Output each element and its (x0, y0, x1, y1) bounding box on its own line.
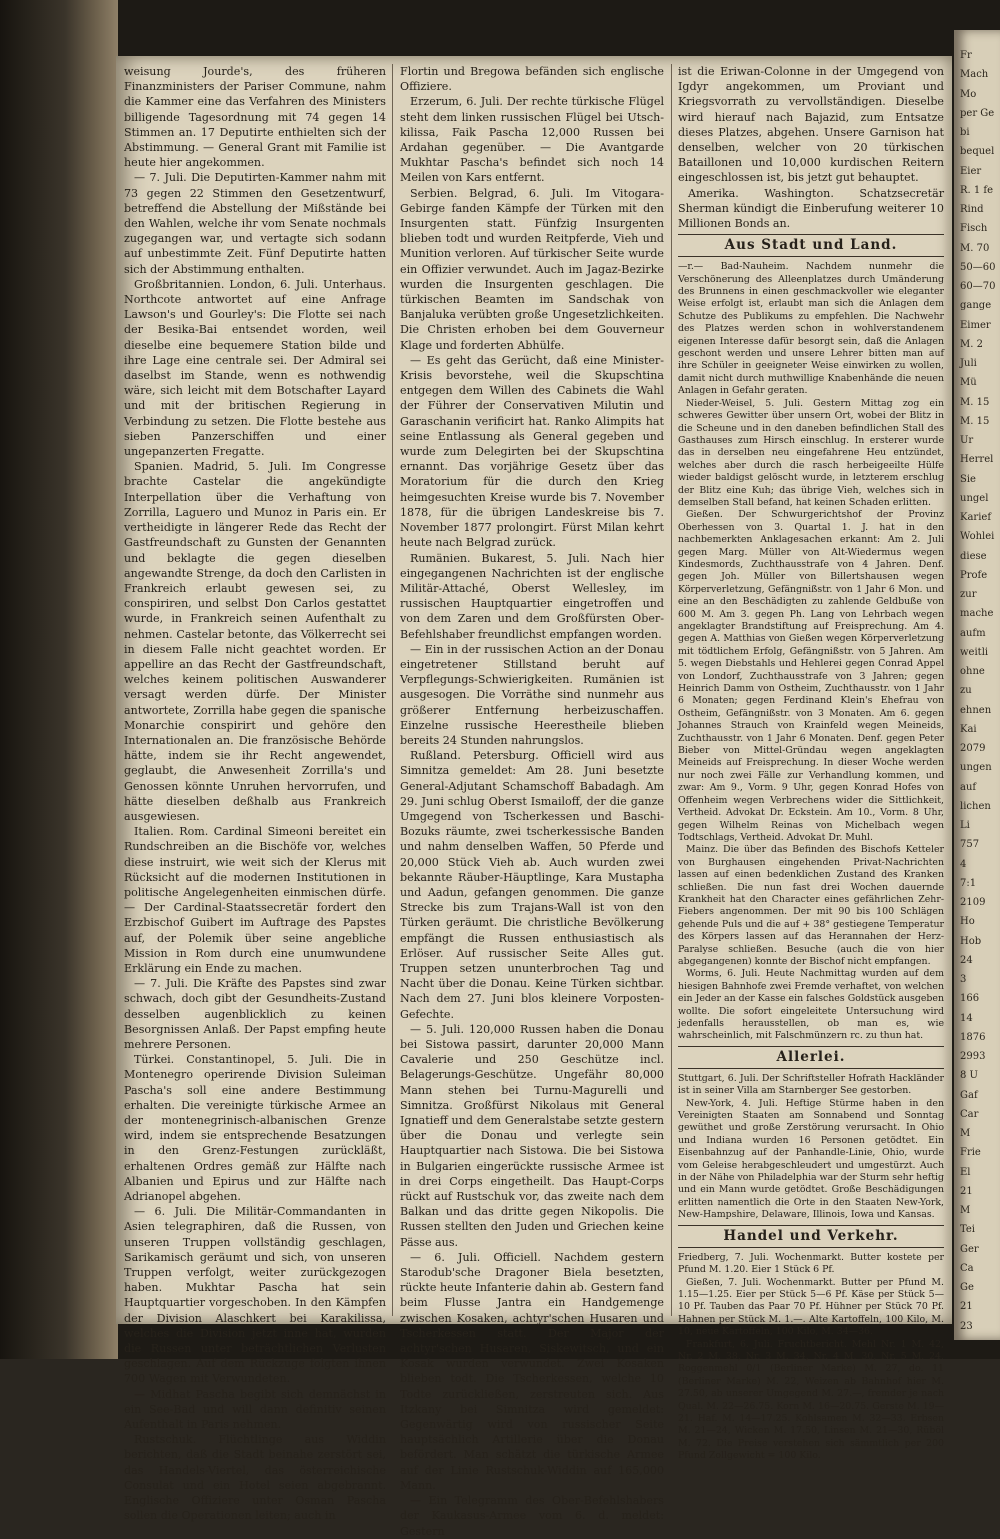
next-page-fragment: Eimer (960, 319, 991, 331)
article-paragraph: Großbritannien. London, 6. Juli. Unterhaus. Northcote antwortet auf eine Anfrage Lawson's und Gourley's: Die Flotte sei nach der Besika-Bai entsendet worden, weil dieselbe eine bequemere Station bilde und ihre Lage eine centrale sei. Der Admiral sei daselbst im Stande, wenn es nothwendig wäre, sich leicht mit dem Botschafter Layard und mit der britischen Regierung in Verbindung zu setzen. Die Flotte bestehe aus sieben Panzerschiffen und einer ungepanzerten Fregatte. (124, 277, 386, 459)
next-page-fragment: aufm (960, 627, 986, 639)
article-paragraph: — Es geht das Gerücht, daß eine Minister-Krisis bevorstehe, weil die Skupschtina entgegen dem Willen des Cabinets die Wahl der Führer der Conservativen Milutin und Garaschanin verificirt hat. Ranko Alimpits hat seine Entlassung als General gegeben und wurde zum Delegirten bei der Skupschtina ernannt. Das vorjährige Gesetz über das Moratorium für die durch den Krieg heimgesuchten Kreise wurde bis 7. November 1878, für die übrigen Landeskreise bis 7. November 1877 prolongirt. Fürst Milan kehrt heute nach Belgrad zurück. (400, 353, 664, 550)
section-heading-trade: Handel und Verkehr. (678, 1225, 944, 1248)
article-paragraph: Spanien. Madrid, 5. Juli. Im Congresse brachte Castelar die angekündigte Interpellation über die Verhaftung von Zorrilla, Laguero und Munoz in Paris ein. Er vertheidigte in längerer Rede das Recht der Gastfreundschaft zu Gunsten der Genannten und beklagte die gegen dieselben angewandte Strenge, da doch den Carlisten in Frankreich erlaubt gewesen sei, zu conspiriren, und selbst Don Carlos gestattet wurde, in Frankreich seinen Aufenthalt zu nehmen. Castelar betonte, das Völkerrecht sei in diesem Falle nicht geachtet worden. Er appellire an das Recht der Gastfreundschaft, welches keinem politischen Auswanderer versagt werden dürfe. Der Minister antwortete, Zorrilla habe gegen die spanische Monarchie conspirirt und gehöre den Internationalen an. Die französische Behörde hätte, indem sie ihr Recht angewendet, geglaubt, die Anwesenheit Zorrilla's und Genossen könnte Unruhen hervorrufen, und hätte dieselben deßhalb aus Frankreich ausgewiesen. (124, 460, 386, 823)
next-page-fragment: R. 1 fe (960, 184, 994, 196)
section-heading-misc: Allerlei. (678, 1046, 944, 1069)
next-page-fragment: 166 (960, 993, 980, 1005)
next-page-fragment: Fr (960, 50, 972, 61)
article-paragraph: — 5. Juli. 120,000 Russen haben die Donau bei Sistowa passirt, darunter 20,000 Mann Cavalerie und 250 Geschütze incl. Belagerungs-Geschütze. Ungefähr 80,000 Mann stehen bei Turnu-Magurelli und Simnitza. Großfürst Nikolaus mit General Ignatieff und dem Generalstabe setzte gestern über die Donau und verlegte sein Hauptquartier nach Sistowa. Die bei Sistowa in Bulgarien eingerückte russische Armee ist in drei Corps eingetheilt. Das Haupt-Corps rückt auf Rustschuk vor, das zweite nach dem Balkan und das dritte gegen Nikopolis. Die Russen stellten den Juden und Griechen keine Pässe aus. (400, 1022, 664, 1249)
next-page-fragment: zu (960, 685, 972, 697)
next-page-fragment: Mü (960, 377, 977, 389)
article-paragraph: Türkei. Constantinopel, 5. Juli. Die in Montenegro operirende Division Suleiman Pascha's soll eine andere Bestimmung erhalten. Die vereinigte türkische Armee an der montenegrinisch-albanischen Grenze wird, indem sie entsprechende Besatzungen in den Grenz-Festungen zurückläßt, erhaltenen Ordres gemäß zur Hälfte nach Albanien und Epirus und zur Hälfte nach Adrianopel abgehen. (124, 1053, 386, 1204)
next-page-fragment: weitli (960, 646, 989, 658)
next-page-fragment: M. 15 (960, 415, 990, 427)
next-page-fragment: Eier (960, 165, 982, 177)
next-page-fragment: Juli (960, 358, 977, 370)
next-page-fragment: bequel (960, 146, 995, 158)
next-page-fragment: auf (960, 781, 977, 793)
section-heading-local: Aus Stadt und Land. (678, 234, 944, 257)
next-page-fragment: zur (960, 589, 977, 601)
article-paragraph: Flortin und Bregowa befänden sich englische Offiziere. (400, 65, 664, 94)
next-page-fragment: Ur (960, 435, 974, 447)
next-page-fragment: M. 70 (960, 242, 990, 254)
article-paragraph: Rußland. Petersburg. Officiell wird aus Simnitza gemeldet: Am 28. Juni besetzte General-Adjutant Schamschoff Babadagh. Am 29. Juni schlug Oberst Ismailoff, der die ganze Umgegend von Tscherkessen und Baschi-Bozuks räumte, zwei tscherkessische Banden und nahm denselben Waffen, 50 Pferde und 20,000 Stück Vieh ab. Auch wurden zwei bekannte Räuber-Häuptlinge, Kara Mustapha und Aadun, gefangen genommen. Die ganze Strecke bis zum Trajans-Wall ist von den Türken geräumt. Die christliche Bevölkerung empfängt die Russen enthusiastisch als Erlöser. Auf russischer Seite Alles gut. Truppen setzen ununterbrochen Tag und Nacht über die Donau. Keine Türken sichtbar. Nach dem 27. Juni blos kleinere Vorposten-Gefechte. (400, 749, 664, 1021)
next-page-fragment: 7:1 (960, 877, 977, 889)
next-page-fragment: M (960, 1205, 971, 1217)
next-page-fragment: 24 (960, 954, 973, 966)
news-item: Gießen. Der Schwurgerichtshof der Provinz Oberhessen von 3. Quartal 1. J. hat in den nachbemerkten Anklagesachen erkannt: Am 2. Juli gegen Marg. Müller von Alt-Wiedermus wegen Kindesmords, Zuchthausstrafe von 4 Jahren. Denf. gegen Joh. Müller von Billertshausen wegen Körperverletzung, Gefängnißstr. von 1 Jahr 6 Mon. und eine an den Beschädigten zu zahlende Geldbuße von 600 M. Am 3. gegen Ph. Lang von Lehrbach wegen angeklagter Brandstiftung auf Freisprechung. Am 4. gegen A. Matthias von Gießen wegen Körperverletzung mit tödtlichem Erfolg, Gefängnißstr. von 5 Jahren. Am 5. wegen Diebstahls und Hehlerei gegen Conrad Appel von Londorf, Zuchthausstrafe von 3 Jahren; gegen Heinrich Damm von Ostheim, Zuchthausstr. von 1 Jahr 6 Monaten; gegen Ferdinand Klein's Ehefrau von Ostheim, Gefängnißstr. von 3 Monaten. Am 6. gegen Johannes Strauch von Krainfeld wegen Meineids, Zuchthausstr. von 1 Jahr 6 Monaten. Denf. gegen Peter Bieber von Mittel-Gründau wegen angeklagten Meineids auf Freisprechung. In dieser Woche werden nur noch zwei Fälle zur Verhandlung kommen, und zwar: Am 9., Vorm. 9 Uhr, gegen Konrad Hofes von Offenheim wegen Verbrechens wider die Sittlichkeit, Vertheid. Advokat Dr. Eckstein. Am 10., Vorm. 8 Uhr, gegen Wilhelm Reinas von Michelbach wegen Todtschlags, Vertheid. Advokat Dr. Muhl. (678, 509, 944, 843)
news-item: Stuttgart, 6. Juli. Der Schriftsteller Hofrath Hackländer ist in seiner Villa am Starnberger See gestorben. (678, 1072, 944, 1097)
next-page-fragment: Karief (960, 512, 992, 524)
next-page-fragment: Herrel (960, 454, 994, 466)
next-page-fragment: 23 (960, 1320, 973, 1332)
next-page-fragment: Mo (960, 88, 977, 100)
next-page-fragment: 2079 (960, 743, 986, 755)
article-paragraph: — Midhat Pascha begibt sich demnächst in ein See-Bad und will dann definitiv seinen Aufenthalt in Paris nehmen. (124, 1387, 386, 1432)
article-paragraph: — Ein Telegramm des Ober-Befehlshabers der Kaukasus-Armee vom 6. d. meldet: Gestern (400, 1494, 664, 1538)
next-page-fragment: 60—70 (960, 281, 996, 293)
next-page-fragment: 21 (960, 1301, 973, 1313)
news-item: Worms, 6. Juli. Heute Nachmittag wurden auf dem hiesigen Bahnhofe zwei Fremde verhaftet, von welchen ein Jeder an der Kasse ein falsches Goldstück ausgeben wollte. Die sofort eingeleitete Untersuchung wird jedenfalls herausstellen, ob man es, wie wahrscheinlich, mit Falschmünzern rc. zu thun hat. (678, 968, 944, 1042)
news-item: Frankfurt, 6. Juli. Fruchtbericht. Mehl Nr. 1 M. 42, Nr. 2 M. 38, Nr. 3 M. 34, Nr. 4 M. 30, Nr. 5 M. 24. Roggenmehl 0/1 (Berliner Marke) M. 27, do. 11 (Berliner Marke) M. 22, Weizen ab Bahnhof hier M. 27.50, ab unserer Umgegend M. 27.—, fremder je nach Qual. M. 22—26.75. Korn M. 16—20.75. Gerste M. 19—21. Haf. M. 14—17.25. Kohlsamen M. 32—33. Erbsen M. 21—24, Wicken M. 17.50, Linsen M. 21—30, Rüböl M. 72. Die Preise verstehen sich sämmtlich per 200 Pfund Zollgewicht = 100 Kilo. (678, 1338, 944, 1462)
next-page-fragment: ohne (960, 666, 985, 678)
next-page-fragment: Hob (960, 935, 982, 947)
news-item: Gießen, 7. Juli. Wochenmarkt. Butter per Pfund M. 1.15—1.25. Eier per Stück 5—6 Pf. Käse per Stück 5—10 Pf. Tauben das Paar 70 Pf. Hühner per Stück 70 Pf. Hahnen per Stück M. 1.—. Alte Kartoffeln, 100 Kilo, M. 10, neue Kartoffeln, 100 Kilo, M. 34—36. (678, 1276, 944, 1338)
next-page-fragment: 50—60 (960, 261, 996, 273)
next-page-fragment: Profe (960, 569, 988, 581)
next-page-fragment: Mach (960, 69, 989, 81)
next-page-fragment: Fisch (960, 223, 988, 235)
next-page-fragment: 1876 (960, 1031, 986, 1043)
next-page-fragment: 2993 (960, 1051, 986, 1063)
next-page-fragment: Ca (960, 1262, 974, 1274)
article-paragraph: Rumänien. Bukarest, 5. Juli. Nach hier eingegangenen Nachrichten ist der englische Militär-Attaché, Oberst Wellesley, im russischen Hauptquartier eingetroffen und von dem Zaren und dem Großfürsten Ober-Befehlshaber freundlichst empfangen worden. (400, 551, 664, 641)
article-paragraph: — 7. Juli. Die Deputirten-Kammer nahm mit 73 gegen 22 Stimmen den Gesetzentwurf, betreffend die Abstellung der Mißstände bei den Wahlen, welche ihr vom Senate nochmals zugegangen war, und vertagte sich sodann auf unbestimmte Zeit. Fünf Deputirte hatten sich der Abstimmung enthalten. (124, 171, 386, 276)
next-page-fragment: gange (960, 300, 992, 312)
next-page-fragment: 757 (960, 839, 980, 851)
news-item: —r.— Bad-Nauheim. Nachdem nunmehr die Verschönerung des Alleenplatzes durch Umänderung des Brunnens in einen geschmackvoller wie eleganter Weise erfolgt ist, erlaubt man sich die Anlagen dem Schutze des Publikums zu empfehlen. Die Nachwehr des Platzes werden schon in wohlverstandenem eigenen Interesse dafür besorgt sein, daß die Anlagen geschont werden und unsere Lehrer bitten man auf ihre Schüler in geeigneter Weise einwirken zu wollen, damit nicht durch muthwillige Knabenhände die neuen Anlagen in Gefahr geraten. (678, 261, 944, 397)
next-page-fragment: bi (960, 127, 970, 138)
article-paragraph: Erzerum, 6. Juli. Der rechte türkische Flügel steht dem linken russischen Flügel bei Utsch-kilissa, Faik Pascha 12,000 Russen bei Ardahan gegenüber. — Die Avantgarde Mukhtar Pascha's befindet sich noch 14 Meilen von Kars entfernt. (400, 95, 664, 185)
local-news-block (678, 261, 944, 1043)
next-page-fragment: Tei (960, 1224, 976, 1236)
newspaper-page (116, 56, 952, 1538)
column-3 (678, 64, 944, 1462)
news-item: Nieder-Weisel, 5. Juli. Gestern Mittag zog ein schweres Gewitter über unsern Ort, wobei der Blitz in die Scheune und in den daneben befindlichen Stall des Gasthauses zum Hirsch einschlug. In ersterer wurde das in derselben neu eingefahrene Heu entzündet, welches aber durch die rasch herbeigeeilte Hülfe wieder baldigst gelöscht wurde, in letzterem erschlug der Blitz eine Kuh; das übrige Vieh, welches sich in demselben Stall befand, hat keinen Schaden erlitten. (678, 397, 944, 508)
article-paragraph: — 7. Juli. Die Kräfte des Papstes sind zwar schwach, doch gibt der Gesundheits-Zustand desselben augenblicklich zu keinen Besorgnissen Anlaß. Der Papst empfing heute mehrere Personen. (124, 977, 386, 1051)
next-page-fragment: Ger (960, 1243, 979, 1255)
article-paragraph: ist die Eriwan-Colonne in der Umgegend von Igdyr angekommen, um Proviant und Kriegsvorrath zu vervollständigen. Dieselbe wird hierauf nach Bajazid, zum Entsatze dieses Platzes, abgehen. Unsere Garnison hat denselben, welcher von 20 türkischen Bataillonen und 10,000 kurdischen Reitern eingeschlossen ist, bis jetzt gut behauptet. (678, 65, 944, 185)
next-page-fragment: Wohlei (960, 531, 995, 543)
next-page-fragment: per Ge (960, 107, 995, 119)
article-paragraph: Rustschuk. Flüchtlinge aus Widdin berichten, daß die Stadt beinahe zerstört sei, das Handels-Viertel, das österreichische Consulat und ein Hotel seien abgebrannt. Englische Offiziere unter Osman Pascha sollen die Operationen leiten; auch in (124, 1433, 386, 1523)
next-page-fragment: Rind (960, 204, 984, 216)
next-page-fragment: M (960, 1128, 971, 1140)
article-paragraph: — 6. Juli. Officiell. Nachdem gestern Starodub'sche Dragoner Biela besetzten, rückte heute Infanterie dahin ab. Gestern fand beim Flusse Jantra ein Handgemenge zwischen Kosaken, achtyr'schen Husaren und Tscherkessen statt. Der Major der achtyr'schen Husaren, Siskewitsch, und ein Kosak wurden verwundet. Zwei Kosaken blieben todt. Die Tscherkessen, welche 10 Todte zurückließen, zerstreuten sich. Aus Itzkany bei Simnitza wird gemeldet: Gegenwärtig wird von russischer Seite hauptsächlich Artillerie über die Donau befördert. Man schätzt die türkische Armee auf der Linie Rustschuk-Widdin auf 165,000 Mann. (400, 1250, 664, 1492)
article-paragraph: Serbien. Belgrad, 6. Juli. Im Vitogara-Gebirge fanden Kämpfe der Türken mit den Insurgenten statt. Fünfzig Insurgenten blieben todt und wurden Reitpferde, Vieh und Munition verloren. Auf türkischer Seite wurde ein Offizier verwundet. Auch im Jagaz-Bezirke wurden die Insurgenten geschlagen. Die türkischen Beamten im Sandschak von Banjaluka verübten große Ungesetzlichkeiten. Die Christen erhoben bei dem Gouverneur Klage und forderten Abhülfe. (400, 186, 664, 352)
next-page-fragment: Car (960, 1108, 979, 1120)
next-page-fragment: lichen (960, 800, 991, 812)
next-page-fragment: mache (960, 608, 994, 620)
article-paragraph: Italien. Rom. Cardinal Simeoni bereitet ein Rundschreiben an die Bischöfe vor, welches diese instruirt, wie weit sich der Klerus mit Rücksicht auf die modernen Institutionen in politische Angelegenheiten einmischen dürfe. — Der Cardinal-Staatssecretär fordert den Erzbischof Guibert im Auftrage des Papstes auf, der Polemik über seine angebliche Mission in Rom durch eine unumwundene Erklärung ein Ende zu machen. (124, 825, 386, 975)
news-item: Friedberg, 7. Juli. Wochenmarkt. Butter kostete per Pfund M. 1.20. Eier 1 Stück 6 Pf. (678, 1251, 944, 1276)
next-page-fragment: 8 U (960, 1070, 978, 1082)
next-page-fragment: El (960, 1166, 971, 1178)
next-page-fragment: ehnen (960, 704, 992, 716)
next-page-fragment: Frie (960, 1147, 981, 1159)
column-2 (400, 64, 664, 1538)
article-paragraph: weisung Jourde's, des früheren Finanzministers der Pariser Commune, nahm die Kammer eine das Verfahren des Ministers billigende Tagesordnung mit 74 gegen 14 Stimmen an. 17 Deputirte enthielten sich der Abstimmung. — General Grant mit Familie ist heute hier angekommen. (124, 65, 386, 170)
article-paragraph: — 6. Juli. Die Militär-Commandanten in Asien telegraphiren, daß die Russen, von unseren Truppen vollständig geschlagen, Sarikamisch geräumt und sich, von unseren Truppen verfolgt, weiter zurückgezogen haben. Mukhtar Pascha hat sein Hauptquartier vorgeschoben. In den Kämpfen der Division Alaschkert bei Karakilissa, welches die Division jetzt inne hat, wurden die Russen unter beträchtlichen Verlusten geschlagen. Auf dem Rückzuge folgten ihnen 700 Wagen mit Verwundeten. (124, 1205, 386, 1386)
next-page-fragment: 14 (960, 1012, 973, 1024)
next-page-strip (954, 30, 1000, 1340)
column-1 (124, 64, 386, 1523)
next-page-fragment: M. 2 (960, 338, 983, 350)
column-rule (392, 64, 393, 1316)
news-item: New-York, 4. Juli. Heftige Stürme haben in den Vereinigten Staaten am Sonnabend und Sonntag gewüthet und große Zerstörung verursacht. In Ohio und Indiana wurden 16 Personen getödtet. Ein Eisenbahnzug auf der Panhandle-Linie, Ohio, wurde vom Geleise herabgeschleudert und umgestürzt. Auch in der Nähe von Philadelphia war der Sturm sehr heftig und ein Mann wurde getödtet. Große Beschädigungen erlitten namentlich die Orte in den Staaten New-York, New-Hampshire, Delaware, Illinois, Iowa und Kansas. (678, 1097, 944, 1221)
next-page-fragment: 4 (960, 858, 967, 870)
column-rule (671, 64, 672, 1316)
next-page-fragment: diese (960, 550, 987, 562)
book-binding-shadow (0, 0, 118, 1359)
next-page-fragment: Sie (960, 473, 976, 485)
next-page-fragment: 21 (960, 1185, 973, 1197)
article-paragraph: — Ein in der russischen Action an der Donau eingetretener Stillstand beruht auf Verpflegungs-Schwierigkeiten. Rumänien ist ausgesogen. Die Vorräthe sind nunmehr aus größerer Entfernung herbeizuschaffen. Einzelne russische Heerestheile blieben bereits 24 Stunden nahrungslos. (400, 642, 664, 747)
next-page-fragment: 2109 (960, 897, 986, 909)
next-page-fragment: Kai (960, 723, 977, 735)
trade-news-block (678, 1252, 944, 1463)
next-page-fragment: ungel (960, 492, 989, 504)
misc-news-block (678, 1073, 944, 1222)
next-page-fragment: Ho (960, 916, 975, 928)
next-page-fragment: Li (960, 820, 970, 832)
next-page-fragment: M. 15 (960, 396, 990, 408)
next-page-fragment: 3 (960, 974, 967, 986)
news-item: Mainz. Die über das Befinden des Bischofs Ketteler von Burghausen eingehenden Privat-Nachrichten lassen auf einen bedenklichen Zustand des Kranken schließen. Die nun fast drei Wochen dauernde Krankheit hat den Character eines gefährlichen Zehr-Fiebers angenommen. Der mit 90 bis 100 Schlägen gehende Puls und die auf + 38° gestiegene Temperatur des Körpers lassen auf das Herannahen der Herz-Paralyse schließen. Besuche (auch die von hier abgegangenen) konnte der Bischof nicht empfangen. (678, 844, 944, 967)
next-page-fragment: ungen (960, 762, 992, 774)
next-page-fragment: Ge (960, 1282, 974, 1294)
article-paragraph: Amerika. Washington. Schatzsecretär Sherman kündigt die Einberufung weiterer 10 Millionen Bonds an. (678, 186, 944, 231)
next-page-fragment: Gaf (960, 1089, 978, 1101)
